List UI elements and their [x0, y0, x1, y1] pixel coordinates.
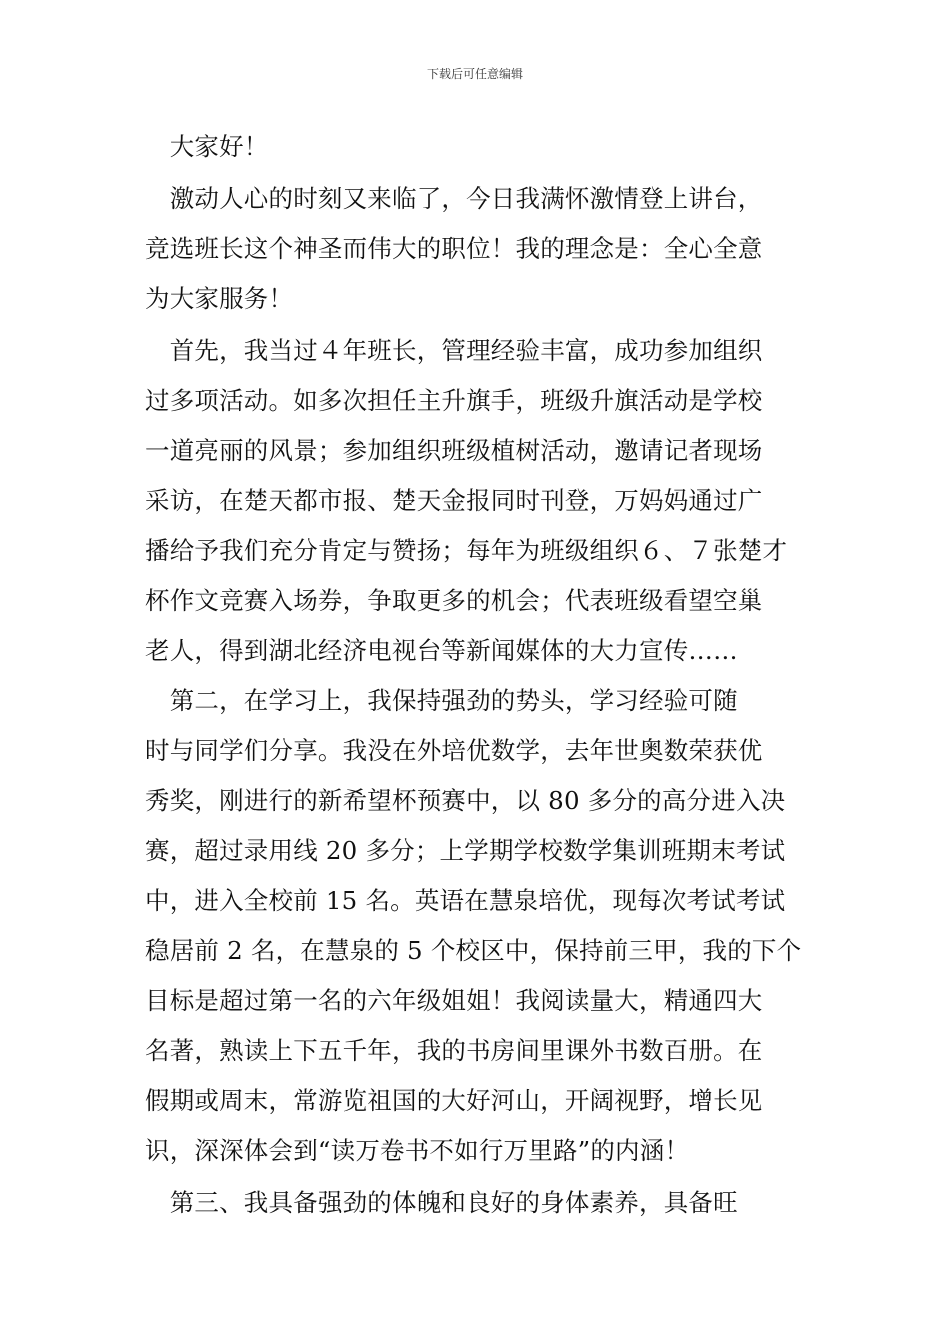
text-line: 假期或周末，常游览祖国的大好河山，开阔视野，增长见: [145, 1086, 763, 1115]
text-line: 名著，熟读上下五千年，我的书房间里课外书数百册。在: [145, 1036, 763, 1065]
text-line: 播给予我们充分肯定与赞扬；每年为班级组织６、７张楚才: [145, 536, 788, 565]
text-line: 为大家服务！: [145, 284, 294, 313]
text-line: 识，深深体会到“读万卷书不如行万里路”的内涵！: [145, 1136, 690, 1165]
text-line: 杯作文竞赛入场券，争取更多的机会；代表班级看望空巢: [145, 586, 763, 615]
header-note: 下载后可任意编辑: [426, 67, 523, 81]
text-line: 激动人心的时刻又来临了，今日我满怀激情登上讲台，: [145, 184, 763, 213]
text-line: 一道亮丽的风景；参加组织班级植树活动，邀请记者现场: [145, 436, 763, 465]
text-line: 稳居前 2 名，在慧泉的 5 个校区中，保持前三甲，我的下个: [145, 936, 802, 965]
text-line: 大家好！: [145, 132, 269, 161]
text-line: 第三、我具备强劲的体魄和良好的身体素养，具备旺: [145, 1188, 738, 1217]
text-line: 采访，在楚天都市报、楚天金报同时刊登，万妈妈通过广: [145, 486, 763, 515]
text-line: 过多项活动。如多次担任主升旗手，班级升旗活动是学校: [145, 386, 763, 415]
text-line: 时与同学们分享。我没在外培优数学，去年世奥数荣获优: [145, 736, 763, 765]
text-line: 赛，超过录用线 20 多分；上学期学校数学集训班期末考试: [145, 836, 786, 865]
text-line: 竞选班长这个神圣而伟大的职位！我的理念是：全心全意: [145, 234, 763, 263]
text-line: 第二，在学习上，我保持强劲的势头，学习经验可随: [145, 686, 738, 715]
text-line: 秀奖，刚进行的新希望杯预赛中，以 80 多分的高分进入决: [145, 786, 786, 815]
text-line: 首先，我当过４年班长，管理经验丰富，成功参加组织: [145, 336, 763, 365]
text-line: 中，进入全校前 15 名。英语在慧泉培优，现每次考试考试: [145, 886, 786, 915]
text-line: 目标是超过第一名的六年级姐姐！我阅读量大，精通四大: [145, 986, 763, 1015]
text-line: 老人，得到湖北经济电视台等新闻媒体的大力宣传……: [145, 636, 738, 665]
